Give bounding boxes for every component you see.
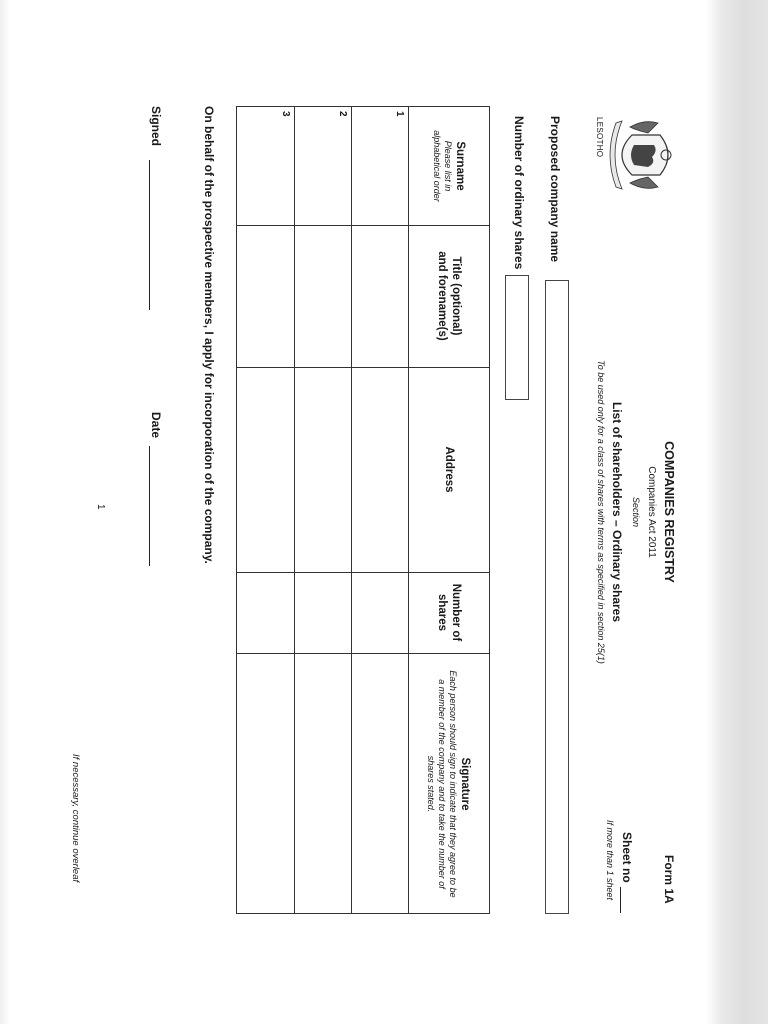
- row-divider: [294, 107, 295, 913]
- usage-note: To be used only for a class of shares with terms as specified in section 25(1): [596, 360, 606, 664]
- sheet-number-label: Sheet no: [620, 832, 634, 883]
- list-title: List of shareholders – Ordinary shares: [610, 401, 624, 623]
- column-header-address: [409, 367, 489, 572]
- proposed-company-name-label: Proposed company name: [548, 116, 562, 263]
- date-line[interactable]: [149, 446, 150, 566]
- column-header-forenames: [409, 225, 489, 367]
- scan-right-shadow: [706, 0, 768, 1024]
- act-label: Companies Act 2011: [646, 466, 657, 558]
- registry-title: COMPANIES REGISTRY: [662, 441, 676, 583]
- row-number: 1: [394, 111, 405, 117]
- number-of-shares-field[interactable]: [505, 275, 529, 400]
- column-note: Please list in alphabetical order: [432, 130, 453, 202]
- date-label: Date: [149, 412, 163, 439]
- column-title: Surname: [454, 141, 466, 191]
- column-header-signature: [409, 653, 489, 915]
- column-header-surname: [409, 107, 489, 225]
- signed-label: Signed: [149, 106, 163, 147]
- page-number: 1: [95, 504, 106, 510]
- column-title: Title (optional) and forename(s): [436, 251, 462, 341]
- signature-line[interactable]: [149, 160, 150, 310]
- column-title: Number of shares: [436, 583, 462, 642]
- row-number: 2: [337, 111, 348, 117]
- form-number: Form 1A: [662, 855, 676, 904]
- declaration-text: On behalf of the prospective members, I apply for incorporation of the company.: [202, 106, 216, 564]
- country-label: LESOTHO: [595, 117, 604, 158]
- column-title: Address: [443, 446, 455, 493]
- row-number: 3: [280, 111, 291, 117]
- number-of-shares-label: Number of ordinary shares: [512, 116, 526, 270]
- column-header-number-of-shares: [409, 572, 489, 653]
- column-note: Each person should sign to indicate that they agree to be a member of the company and to take the number of shares stated.: [426, 670, 459, 898]
- shareholders-table: [236, 106, 490, 914]
- proposed-company-name-field[interactable]: [545, 280, 569, 914]
- row-divider: [351, 107, 352, 913]
- continue-note: If necessary, continue overleaf: [70, 754, 81, 883]
- sheet-note: If more than 1 sheet: [605, 820, 615, 901]
- section-label: Section: [631, 496, 641, 528]
- column-title: Signature: [459, 757, 472, 811]
